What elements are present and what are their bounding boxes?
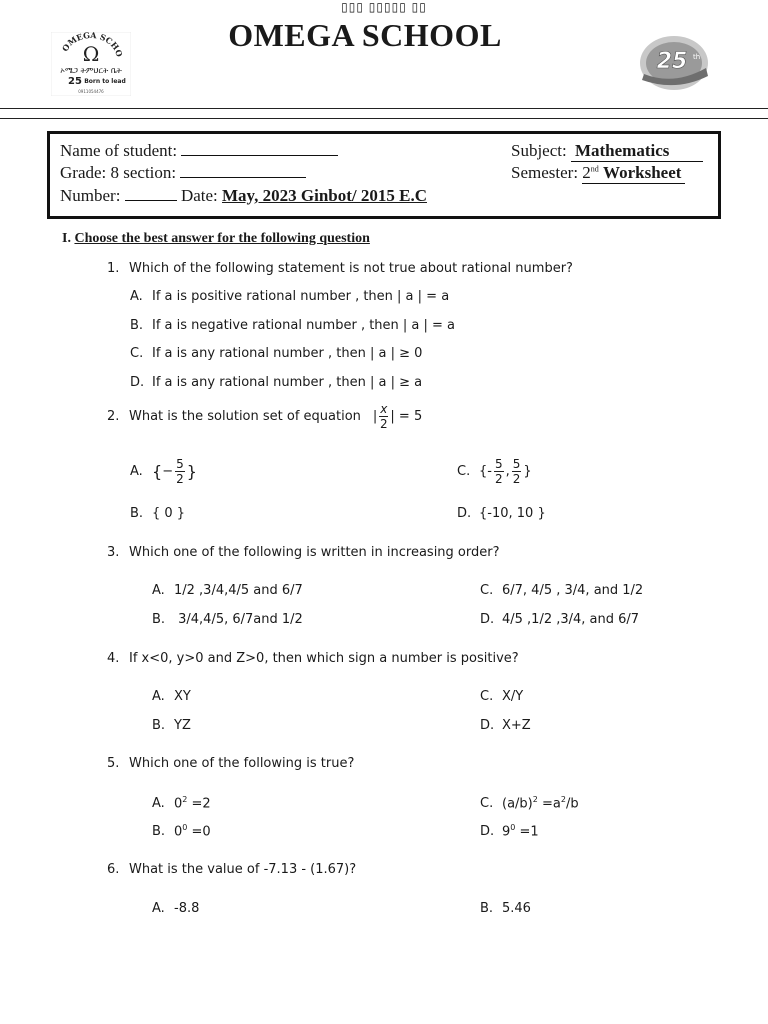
semester-value: Worksheet	[603, 163, 682, 182]
option-label: D.	[480, 824, 495, 840]
name-blank[interactable]	[181, 141, 338, 156]
option-text: If a is positive rational number , then | a | = a	[152, 289, 450, 304]
q3-option-b[interactable]	[152, 612, 303, 627]
header-rule-top	[0, 108, 768, 109]
option-label: C.	[480, 796, 494, 812]
q5-option-d[interactable]	[480, 823, 539, 839]
question-number: 5.	[107, 756, 120, 771]
option-text: XY	[174, 689, 191, 704]
fraction-denominator: 2	[176, 472, 184, 486]
option-exponent: 0	[510, 823, 516, 832]
fraction-numerator: 5	[494, 457, 503, 471]
section-numeral: I.	[62, 231, 71, 246]
option-text: YZ	[174, 718, 191, 733]
brace-close: }	[186, 462, 197, 481]
q4-option-a[interactable]	[152, 689, 191, 704]
grade-line	[60, 163, 306, 183]
option-label: D.	[480, 718, 495, 733]
subject-line	[511, 141, 703, 162]
equation-rhs: | = 5	[390, 409, 423, 424]
subject-label: Subject:	[511, 141, 567, 160]
equation-fraction	[379, 403, 388, 430]
question-number: 6.	[107, 862, 120, 877]
option-exponent: 2	[560, 795, 566, 804]
option-fraction	[175, 458, 185, 485]
q5-option-c[interactable]	[480, 795, 579, 811]
option-prefix: {-	[479, 464, 492, 479]
logo-phone: 0911054476	[78, 89, 104, 94]
option-label: A.	[130, 289, 143, 304]
option-label: A.	[130, 464, 143, 479]
option-rest: /b	[565, 796, 579, 812]
q1-option-d[interactable]	[130, 375, 422, 390]
q5-option-a[interactable]	[152, 795, 211, 811]
question-number: 2.	[107, 409, 120, 424]
fraction-denominator: 2	[380, 417, 388, 431]
section-heading	[62, 231, 370, 247]
option-rest: =2	[187, 796, 211, 812]
fraction-numerator: 5	[512, 457, 521, 471]
option-text: 6/7, 4/5 , 3/4, and 1/2	[502, 583, 644, 598]
option-rest: =0	[187, 824, 211, 840]
option-text: X/Y	[502, 689, 524, 704]
date-value: May, 2023 Ginbot/ 2015 E.C	[222, 186, 427, 205]
school-title: OMEGA SCHOOL	[228, 17, 502, 53]
section-title: Choose the best answer for the following question	[74, 231, 370, 246]
option-text: If a is any rational number , then | a | ≥ a	[152, 375, 423, 390]
number-blank[interactable]	[125, 186, 177, 201]
option-label: A.	[152, 796, 165, 812]
semester-line	[511, 163, 685, 184]
q2-option-b[interactable]	[130, 506, 185, 521]
section-blank[interactable]	[180, 163, 306, 178]
option-label: A.	[152, 689, 165, 704]
option-text: 5.46	[502, 901, 531, 916]
option-label: C.	[130, 346, 144, 361]
option-label: A.	[152, 901, 165, 916]
question-text: Which one of the following is true?	[129, 756, 355, 771]
fraction-denominator: 2	[512, 472, 521, 486]
option-label: A.	[152, 583, 165, 598]
subject-value: Mathematics	[571, 141, 703, 162]
option-label: D.	[130, 375, 145, 390]
option-label: C.	[480, 583, 494, 598]
semester-suffix: nd	[590, 164, 599, 174]
option-text: 4/5 ,1/2 ,3/4, and 6/7	[502, 612, 640, 627]
fraction-numerator: x	[380, 402, 388, 416]
number-label: Number:	[60, 186, 121, 205]
amharic-header-line: ▯▯▯ ▯▯▯▯▯ ▯▯	[341, 0, 427, 14]
brace-close: }	[523, 464, 532, 479]
option-base: (a/b)	[502, 796, 533, 812]
header-rule-bottom	[0, 118, 768, 119]
option-text: 3/4,4/5, 6/7and 1/2	[174, 612, 303, 627]
q3-option-a[interactable]	[152, 583, 303, 598]
logo-amharic-text: ኦሜጋ ትምህርት ቤት	[60, 66, 122, 75]
question-number: 3.	[107, 545, 120, 560]
option-exponent: 2	[532, 795, 538, 804]
q4-option-c[interactable]	[480, 689, 523, 704]
q2-option-c[interactable]	[457, 458, 532, 485]
logo-arc-text: OMEGA SCHO	[59, 32, 125, 59]
option-label: C.	[480, 689, 494, 704]
question-2	[107, 403, 422, 430]
option-label: B.	[480, 901, 494, 916]
option-base: 0	[174, 796, 183, 812]
abs-bar-left: |	[372, 409, 378, 424]
q3-option-d[interactable]	[480, 612, 639, 627]
anniversary-number: 25	[656, 49, 688, 74]
option-label: C.	[457, 464, 471, 479]
question-number: 1.	[107, 261, 120, 276]
school-logo	[51, 32, 131, 96]
question-5	[107, 756, 354, 771]
question-text: Which one of the following is written in increasing order?	[129, 545, 500, 560]
option-fraction	[512, 458, 522, 485]
semester-label: Semester:	[511, 163, 579, 182]
option-text: X+Z	[502, 718, 531, 733]
name-line	[60, 141, 338, 161]
date-label: Date:	[180, 186, 218, 205]
option-base: 0	[174, 824, 183, 840]
option-text: If a is negative rational number , then | a | = a	[152, 318, 456, 333]
question-6	[107, 862, 356, 877]
option-label: B.	[130, 318, 144, 333]
option-fraction	[494, 458, 504, 485]
question-1	[107, 261, 573, 276]
logo-badge-25: 25	[68, 76, 82, 87]
brace-open: {	[152, 462, 163, 481]
q1-option-b[interactable]	[130, 318, 455, 333]
anniversary-logo	[636, 30, 714, 92]
fraction-numerator: 5	[176, 457, 184, 471]
option-exponent: 2	[182, 795, 188, 804]
option-text: { 0 }	[152, 506, 186, 521]
question-text: Which of the following statement is not true about rational number?	[129, 261, 573, 276]
option-base: 9	[502, 824, 511, 840]
option-label: B.	[152, 824, 166, 840]
question-4	[107, 651, 519, 666]
question-text: What is the value of -7.13 - (1.67)?	[129, 862, 357, 877]
grade-label: Grade: 8 section:	[60, 163, 177, 182]
option-text: -8.8	[174, 901, 200, 916]
option-text: If a is any rational number , then | a | ≥ 0	[152, 346, 423, 361]
question-text: What is the solution set of equation	[129, 409, 361, 424]
q4-option-b[interactable]	[152, 718, 191, 733]
logo-motto: Born to lead	[84, 78, 126, 85]
option-text: {-10, 10 }	[479, 506, 546, 521]
option-sign: −	[162, 464, 174, 479]
option-label: D.	[457, 506, 472, 521]
q1-option-a[interactable]	[130, 289, 449, 304]
q1-option-c[interactable]	[130, 346, 422, 361]
q3-option-c[interactable]	[480, 583, 643, 598]
option-text: 1/2 ,3/4,4/5 and 6/7	[174, 583, 303, 598]
option-label: D.	[480, 612, 495, 627]
option-rest: =a	[537, 796, 561, 812]
option-label: B.	[130, 506, 144, 521]
number-date-line	[60, 186, 427, 206]
logo-omega-symbol: Ω	[82, 42, 100, 66]
q6-option-b[interactable]	[480, 901, 531, 916]
anniversary-suffix: th	[693, 53, 701, 61]
name-label: Name of student:	[60, 141, 178, 160]
q5-option-b[interactable]	[152, 823, 211, 839]
question-3	[107, 545, 500, 560]
semester-number: 2	[582, 163, 591, 182]
q2-option-d[interactable]	[457, 506, 546, 521]
semester-value-group	[582, 163, 685, 184]
q2-option-a[interactable]	[130, 458, 197, 485]
q6-option-a[interactable]	[152, 901, 199, 916]
question-text: If x<0, y>0 and Z>0, then which sign a number is positive?	[129, 651, 519, 666]
option-exponent: 0	[182, 823, 188, 832]
fraction-denominator: 2	[494, 472, 503, 486]
option-rest: =1	[515, 824, 539, 840]
option-label: B.	[152, 718, 166, 733]
question-number: 4.	[107, 651, 120, 666]
comma: ,	[505, 464, 510, 479]
option-label: B.	[152, 612, 166, 627]
q4-option-d[interactable]	[480, 718, 531, 733]
